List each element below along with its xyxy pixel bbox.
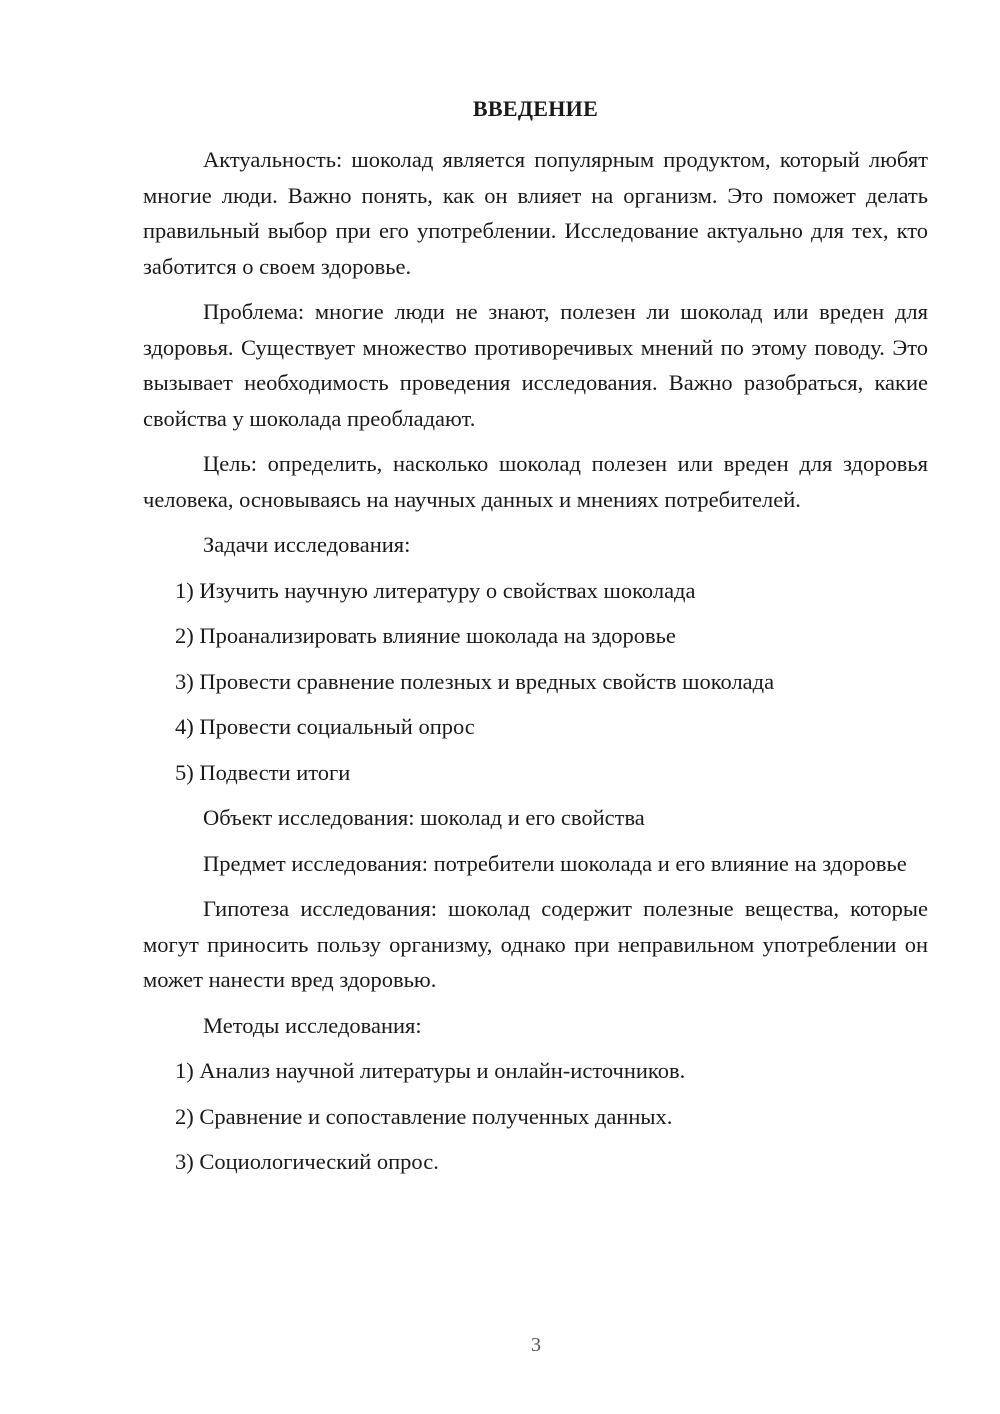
methods-heading: Методы исследования:	[203, 1012, 422, 1038]
paragraph-object: Объект исследования: шоколад и его свойства	[203, 805, 645, 830]
task-list-item: 1) Изучить научную литературу о свойствах шоколада	[175, 577, 696, 603]
task-list-item: 2) Проанализировать влияние шоколада на здоровье	[175, 623, 676, 648]
paragraph-goal: Цель: определить, насколько шоколад полезен или вреден для здоровья человека, основываясь на научных данных и мнениях потребителей.	[143, 451, 928, 512]
task-list-item: 4) Провести социальный опрос	[175, 714, 475, 739]
task-list-item: 3) Провести сравнение полезных и вредных свойств шоколада	[175, 668, 775, 694]
paragraph-relevance: Актуальность: шоколад является популярным продуктом, который любят многие люди. Важно понять, как он влияет на организм. Это поможет делать правильный выбор при его употреблении. Исследование актуально для тех, кто заботится о своем здоровье.	[143, 147, 928, 279]
method-list-item: 1) Анализ научной литературы и онлайн-источников.	[175, 1058, 686, 1083]
document-body	[143, 142, 928, 1190]
method-list-item: 3) Социологический опрос.	[175, 1149, 439, 1174]
tasks-heading: Задачи исследования:	[203, 532, 411, 557]
task-list-item: 5) Подвести итоги	[175, 759, 351, 785]
page-title: ВВЕДЕНИЕ	[472, 96, 599, 121]
paragraph-hypothesis: Гипотеза исследования: шоколад содержит полезные вещества, которые могут приносить пользу организму, однако при неправильном употреблении он может нанести вред здоровью.	[143, 896, 928, 992]
page-number: 3	[531, 1334, 541, 1356]
method-list-item: 2) Сравнение и сопоставление полученных данных.	[175, 1103, 673, 1129]
paragraph-subject: Предмет исследования: потребители шоколада и его влияние на здоровье	[203, 850, 907, 876]
paragraph-problem: Проблема: многие люди не знают, полезен ли шоколад или вреден для здоровья. Существует множество противоречивых мнений по этому поводу. Это вызывает необходимость проведения исследования. Важно разобраться, какие свойства у шоколада преобладают.	[143, 299, 928, 431]
